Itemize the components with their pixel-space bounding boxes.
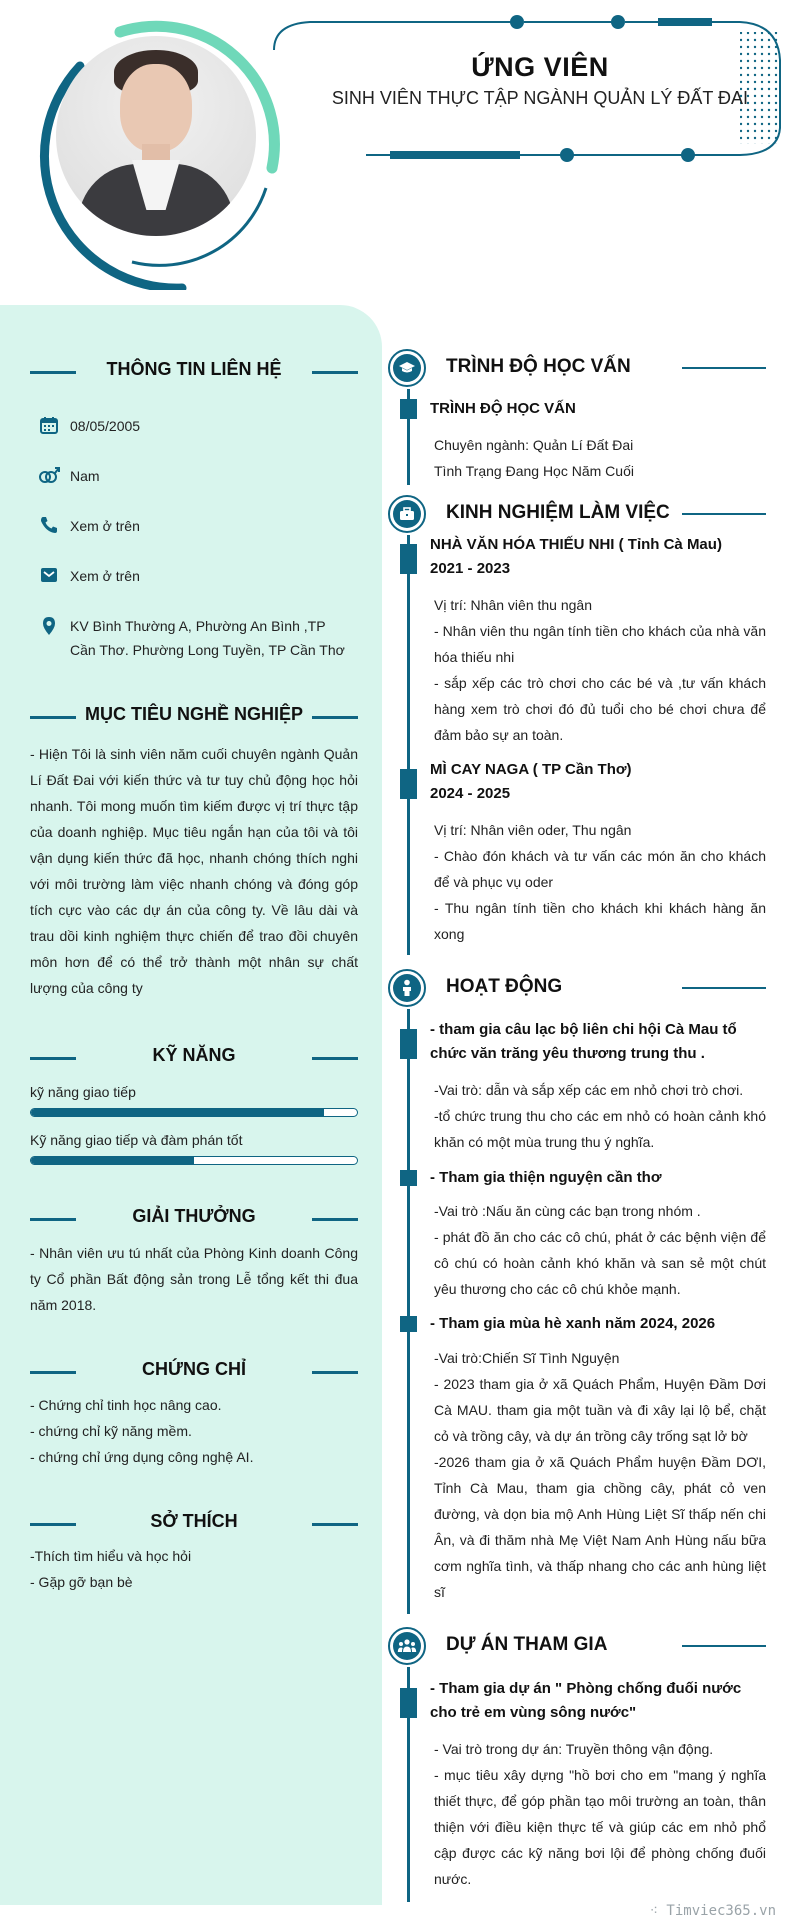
skill-bar — [30, 1156, 358, 1165]
project-entry-body: - Vai trò trong dự án: Truyền thông vận động. - mục tiêu xây dựng "hồ bơi cho em "mang ý nghĩa thiết thực, để góp phần tạo môi trường an toàn, thân thiện với điều kiện thực tế và giúp các em nhỏ phổ cập được các kỹ năng bơi lội để phòng chống đuối nước. — [434, 1741, 766, 1887]
timeline-marker — [400, 1170, 417, 1186]
job-title: SINH VIÊN THỰC TẬP NGÀNH QUẢN LÝ ĐẤT ĐAI — [331, 88, 749, 108]
contact-gender: Nam — [38, 464, 348, 488]
project-entry-title: - Tham gia dự án " Phòng chống đuối nước cho trẻ em vùng sông nước" — [430, 1680, 742, 1721]
contact-email: Xem ở trên — [38, 564, 348, 588]
activity-entry-body: -Vai trò: dẫn và sắp xếp các em nhỏ chơi trò chơi. -tổ chức trung thu cho các em nhỏ có hoàn cảnh khó khăn có một mùa trung thu ý nghĩa. — [434, 1082, 766, 1150]
hobbies-section-title: SỞ THÍCH — [30, 1509, 358, 1537]
person-icon — [393, 974, 421, 1002]
experience-entry-body: Vị trí: Nhân viên oder, Thu ngân - Chào đón khách và tư vấn các món ăn cho khách để và phục vụ oder - Thu ngân tính tiền cho khách khi khách hàng ăn xong — [434, 822, 766, 942]
header-text — [330, 52, 750, 110]
skill-bar-fill — [31, 1109, 324, 1116]
experience-entry-body: Vị trí: Nhân viên thu ngân - Nhân viên thu ngân tính tiền cho khách của nhà văn hóa thiếu nhi - sắp xếp các trò chơi cho các bé và ,tư vấn khách hàng xem trò chơi đó đủ tuổi cho bé chơi chưa để đảm bảo sự an toàn. — [434, 597, 766, 743]
objective-section-title: MỤC TIÊU NGHỀ NGHIỆP — [30, 702, 358, 730]
education-section-header: TRÌNH ĐỘ HỌC VẤN — [388, 349, 766, 389]
objective-text: - Hiện Tôi là sinh viên năm cuối chuyên ngành Quản Lí Đất Đai với kiến thức và tư tuy chủ động học hỏi nhanh. Tôi mong muốn tìm kiếm được vị trí thực tập của doanh nghiệp. Mục tiêu ngắn hạn của tôi và tôi vận dụng kiến thức đã học, nhanh chóng thích nghi với môi trường làm việc nhanh chóng và đóng góp tích cực vào các dự án của công ty. Về lâu dài và trau dồi kinh nghiệm thực chiến để trao đồi chuyên môn hơn để có thể trở thành một nhân sự chất lượng của công ty — [30, 746, 358, 996]
timeline-marker — [400, 399, 417, 419]
gender-icon — [38, 464, 60, 486]
avatar — [56, 36, 256, 236]
contact-section-title: THÔNG TIN LIÊN HỆ — [30, 357, 358, 385]
timeline-line — [407, 1009, 410, 1614]
phone-icon — [38, 514, 60, 536]
education-entry-body: Chuyên ngành: Quản Lí Đất Đai Tình Trạng Đang Học Năm Cuối — [434, 437, 634, 479]
experience-entry-title: MÌ CAY NAGA ( TP Cần Thơ) 2024 - 2025 — [430, 761, 632, 802]
team-icon — [393, 1632, 421, 1660]
list-item: - Chứng chỉ tinh học nâng cao. — [30, 1397, 222, 1413]
list-item: - chứng chỉ ứng dụng công nghệ AI. — [30, 1449, 254, 1465]
activities-section-header: HOẠT ĐỘNG — [388, 969, 766, 1009]
list-item: - chứng chỉ kỹ năng mềm. — [30, 1423, 192, 1439]
experience-entry-title: NHÀ VĂN HÓA THIẾU NHI ( Tỉnh Cà Mau) 2021 - 2023 — [430, 536, 722, 577]
skill-label: Kỹ năng giao tiếp và đàm phán tốt — [30, 1132, 243, 1148]
experience-section-header: KINH NGHIỆM LÀM VIỆC — [388, 495, 766, 535]
list-item: -Thích tìm hiểu và học hỏi — [30, 1548, 192, 1564]
left-panel — [0, 305, 382, 1905]
timeline-marker — [400, 544, 417, 574]
contact-phone: Xem ở trên — [38, 514, 348, 538]
activity-entry-title: - tham gia câu lạc bộ liên chi hội Cà Mau tổ chức văn trăng yêu thương trung thu . — [430, 1021, 737, 1062]
certificates-list — [30, 1392, 358, 1470]
activity-entry-title: - Tham gia thiện nguyện cần thơ — [430, 1169, 662, 1186]
candidate-name: ỨNG VIÊN — [471, 52, 609, 82]
activity-entry-body: -Vai trò:Chiến Sĩ Tình Nguyện - 2023 tham gia ở xã Quách Phẩm, Huyện Đầm Dơi Cà MAU. tham gia một tuần và đi xây lại lộ bể, chặt cỏ và trồng cây, và dự án trồng cây trống sạt lở bờ -2026 tham gia ở xã Quách Phẩm huyện Đầm DƠI, Tỉnh Cà Mau, tham gia chồng cây, phát cỏ ven đường, và dọn bia mộ Anh Hùng Liệt Sĩ thấp nến chi Ân, và đi thăm nhà Mẹ Việt Nam Anh Hùng nấu bữa cơm nghĩa tình, và thấp nhang cho các anh hùng liệt sĩ — [434, 1350, 766, 1600]
watermark: ⁖ Timviec365.vn — [649, 1903, 776, 1919]
activity-entry-body: -Vai trò :Nấu ăn cùng các bạn trong nhóm . - phát đồ ăn cho các cô chú, phát ở các bệnh viện để cô chú có hoàn cảnh khó khăn và san sẻ một chút yêu thương cho các cô chú khỏe mạnh. — [434, 1203, 766, 1297]
projects-section-header: DỰ ÁN THAM GIA — [388, 1627, 766, 1667]
skill-bar-fill — [31, 1157, 194, 1164]
certificates-section-title: CHỨNG CHỈ — [30, 1357, 358, 1385]
hobbies-list — [30, 1543, 358, 1595]
contact-address: KV Bình Thường A, Phường An Bình ,TP Cần Thơ. Phường Long Tuyền, TP Cần Thơ — [38, 614, 348, 662]
skills-section-title: KỸ NĂNG — [30, 1043, 358, 1071]
awards-text: - Nhân viên ưu tú nhất của Phòng Kinh doanh Công ty Cổ phần Bất động sản trong Lễ tổng kết thi đua năm 2018. — [30, 1245, 358, 1313]
list-item: - Gặp gỡ bạn bè — [30, 1574, 133, 1590]
timeline-marker — [400, 1688, 417, 1718]
timeline-marker — [400, 1029, 417, 1059]
timeline-line — [407, 535, 410, 955]
contact-birthday: 08/05/2005 — [38, 414, 348, 438]
skill-label: kỹ năng giao tiếp — [30, 1084, 136, 1100]
calendar-icon — [38, 414, 60, 436]
activity-entry-title: - Tham gia mùa hè xanh năm 2024, 2026 — [430, 1315, 716, 1332]
email-icon — [38, 564, 60, 586]
skill-bar — [30, 1108, 358, 1117]
education-entry-title: TRÌNH ĐỘ HỌC VẤN — [430, 400, 576, 417]
timeline-marker — [400, 769, 417, 799]
graduation-cap-icon — [393, 354, 421, 382]
avatar-frame — [20, 18, 292, 290]
location-pin-icon — [38, 614, 60, 636]
briefcase-icon — [393, 500, 421, 528]
timeline-marker — [400, 1316, 417, 1332]
awards-section-title: GIẢI THƯỞNG — [30, 1204, 358, 1232]
